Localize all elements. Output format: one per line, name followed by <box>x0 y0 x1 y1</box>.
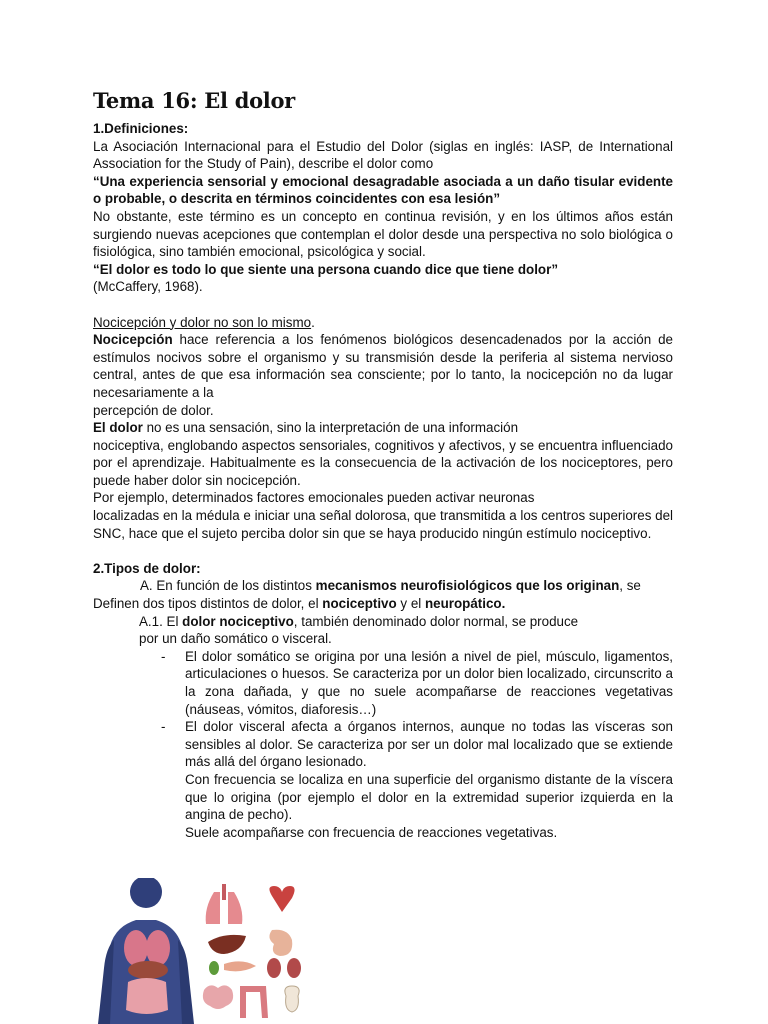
heart-icon <box>269 886 294 912</box>
dash-bullet: - <box>161 719 166 735</box>
point-a-line <box>93 577 673 595</box>
lungs-icon <box>206 884 243 924</box>
subheading-period: . <box>311 314 315 330</box>
types-text: Definen dos tipos distintos de dolor, el <box>93 596 323 612</box>
organs-illustration <box>96 878 314 1024</box>
iasp-definition-quote: “Una experiencia sensorial y emocional desagradable asociada a un daño tisular evidente o probable, o descrita en términos coincidentes con esa lesión” <box>93 173 673 207</box>
revision-paragraph: No obstante, este término es un concepto en continua revisión, y en los últimos años están surgiendo nuevas acepciones que contemplan el dolor desde una perspectiva no solo biológica o fisiológica, sino también emocional, psicológica y social. <box>93 208 673 260</box>
a1-bold: dolor nociceptivo <box>182 613 294 629</box>
point-a-end: , se <box>619 578 641 594</box>
pain-paragraph <box>93 419 673 437</box>
iasp-paragraph: La Asociación Internacional para el Estudio del Dolor (siglas en inglés: IASP, de International Association for the Study of Pain), describe el dolor como <box>93 138 673 172</box>
dash-bullet: - <box>161 648 166 664</box>
pain-continuation: nociceptiva, englobando aspectos sensoriales, cognitivos y afectivos, y se encuentra influenciado por el aprendizaje. Habitualmente es la consecuencia de la activación de los nociceptores, pero puede haber dolor sin nocicepción. <box>93 437 673 488</box>
liver-icon <box>208 935 246 954</box>
somatic-text: El dolor somático se origina por una lesión a nivel de piel, músculo, ligamentos, articulaciones o huesos. Se caracteriza por un dolor bien localizado, circunscrito a la zona dañada, y que no suele acompañarse de reacciones vegetativas (náuseas, vómitos, diaforesis…) <box>185 648 673 717</box>
example-line: Por ejemplo, determinados factores emocionales pueden activar neuronas <box>93 490 535 506</box>
nociceptive-term: nociceptivo <box>322 596 397 612</box>
nociception-paragraph <box>93 331 673 401</box>
visceral-text: El dolor visceral afecta a órganos internos, aunque no todas las vísceras son sensibles al dolor. Se caracteriza por ser un dolor mal localizado que se extiende más allá del órgano lesionado. <box>185 719 673 770</box>
point-a-continuation <box>93 595 673 613</box>
a1-label: A.1. El <box>139 613 183 629</box>
list-item-visceral <box>93 718 673 771</box>
point-a1-continuation: por un daño somático o visceral. <box>139 631 332 647</box>
bladder-icon <box>285 986 299 1012</box>
page-title: Tema 16: El dolor <box>93 88 295 113</box>
kidneys-icon <box>267 958 301 978</box>
stomach-icon <box>269 930 292 956</box>
intestines-icon <box>203 985 268 1018</box>
gallbladder-icon <box>209 961 219 975</box>
torso-icon <box>98 878 194 1024</box>
subheading-nociception <box>93 314 673 332</box>
point-a-text: A. En función de los distintos <box>140 578 316 594</box>
pancreas-icon <box>224 961 256 971</box>
nociception-text: hace referencia a los fenómenos biológicos desencadenados por la acción de estímulos nocivos sobre el organismo y su transmisión desde la periferia al sistema nervioso central, antes de que esa información sea consciente; por lo tanto, la nocicepción no da lugar necesariamente a la <box>93 332 673 400</box>
point-a1-line <box>93 613 673 631</box>
citation: (McCaffery, 1968). <box>93 279 203 295</box>
example-continuation: localizadas en la médula e iniciar una señal dolorosa, que transmitida a los centros superiores del SNC, hace que el sujeto perciba dolor sin que se haya producido ningún estímulo nociceptivo. <box>93 508 673 541</box>
subheading-text: Nocicepción y dolor no son lo mismo <box>93 314 312 330</box>
a1-text: , también denominado dolor normal, se produce <box>293 613 579 629</box>
mccaffery-quote: “El dolor es todo lo que siente una persona cuando dice que tiene dolor” <box>93 261 559 277</box>
list-item-somatic <box>93 648 673 718</box>
document-page <box>93 88 673 841</box>
visceral-vegetative: Suele acompañarse con frecuencia de reacciones vegetativas. <box>185 824 558 840</box>
visceral-continuation: Con frecuencia se localiza en una superficie del organismo distante de la víscera que lo origina (por ejemplo el dolor en la extremidad superior izquierda en la angina de pecho). <box>185 771 673 823</box>
point-a-bold: mecanismos neurofisiológicos que los originan <box>315 578 620 594</box>
nociception-term: Nocicepción <box>93 332 173 348</box>
pain-term: El dolor <box>93 420 143 436</box>
types-conjunction: y el <box>396 596 425 612</box>
neuropathic-term: neuropático. <box>424 596 506 612</box>
pain-text: no es una sensación, sino la interpretación de una información <box>142 420 519 436</box>
section-2-heading: 2.Tipos de dolor: <box>93 560 201 576</box>
section-1-heading: 1.Definiciones: <box>93 121 189 136</box>
nociception-continuation: percepción de dolor. <box>93 402 214 418</box>
